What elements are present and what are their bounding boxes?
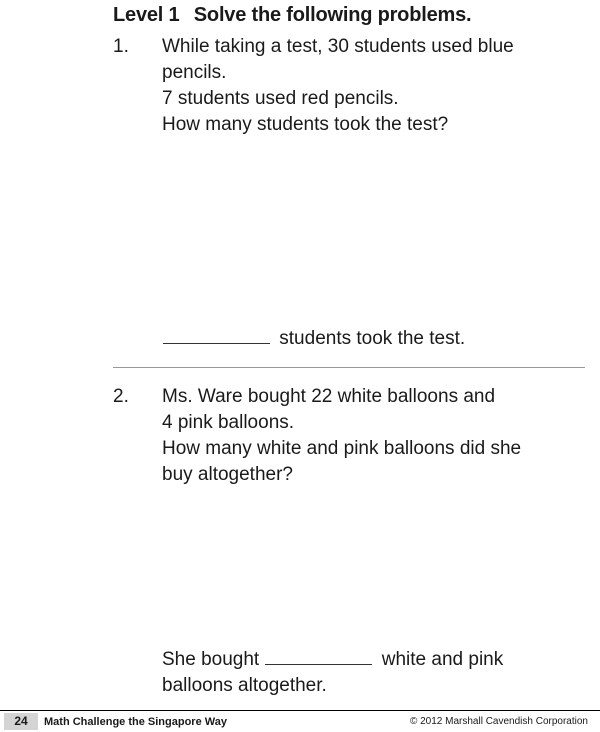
problem-number: 2. (113, 386, 129, 407)
divider (113, 367, 585, 368)
answer-suffix: students took the test. (279, 328, 466, 349)
answer-1 (162, 326, 465, 352)
problem-line: pencils. (162, 62, 227, 83)
answer-2 (162, 647, 503, 673)
problem-line: Ms. Ware bought 22 white balloons and (162, 386, 496, 407)
answer-prefix: She bought (162, 649, 260, 670)
problem-line: How many white and pink balloons did she (162, 438, 522, 459)
problem-text (162, 34, 582, 138)
answer-2-continued (162, 673, 327, 699)
answer-blank[interactable] (163, 329, 270, 344)
section-heading (113, 4, 471, 27)
answer-blank[interactable] (265, 650, 372, 665)
page-number: 24 (4, 713, 38, 730)
problem-line: How many students took the test? (162, 114, 449, 135)
problem-line: 7 students used red pencils. (162, 88, 399, 109)
page-footer (0, 710, 600, 732)
copyright: © 2012 Marshall Cavendish Corporation (409, 716, 588, 727)
answer-suffix: white and pink (381, 649, 504, 670)
book-title: Math Challenge the Singapore Way (44, 716, 227, 728)
problem-line: buy altogether? (162, 464, 293, 485)
problem-line: While taking a test, 30 students used blue (162, 36, 514, 57)
problem-number: 1. (113, 36, 129, 57)
level-label: Level 1 (113, 4, 180, 26)
answer-line2: balloons altogether. (162, 675, 327, 696)
heading-title: Solve the following problems. (193, 4, 472, 26)
problem-text (162, 384, 582, 488)
problem-line: 4 pink balloons. (162, 412, 295, 433)
